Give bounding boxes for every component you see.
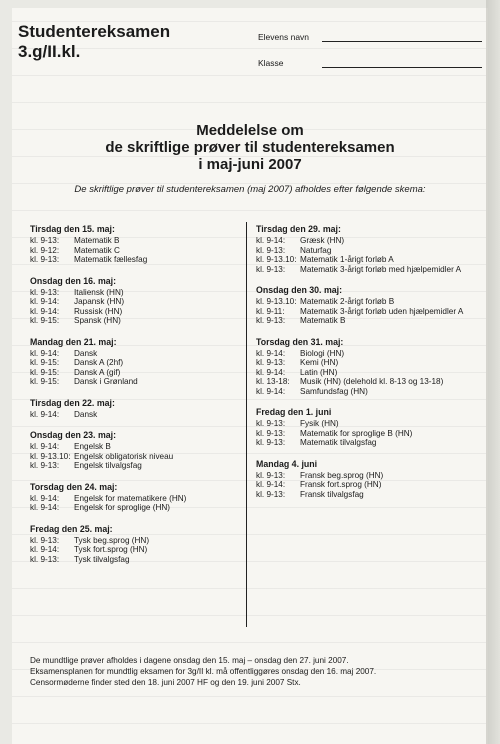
exam-row [256,480,471,490]
exam-subject: Tysk beg.sprog (HN) [74,535,150,545]
exam-time: kl. 9-13.10: [256,297,297,306]
exam-day-title: Onsdag den 23. maj: [30,430,117,440]
exam-subject: Fransk fort.sprog (HN) [300,480,382,489]
exam-time: kl. 9-14: [256,236,286,245]
exam-subject: Matematik B [74,236,120,245]
exam-time: kl. 13-18: [256,377,290,386]
exam-subject: Fransk beg.sprog (HN) [300,470,384,480]
exam-time: kl. 9-13: [256,245,286,255]
exam-row [256,255,471,265]
exam-day [30,276,245,326]
exam-row [30,536,245,546]
exam-time: kl. 9-14: [30,306,60,316]
exam-row [256,349,471,359]
exam-day [256,407,471,448]
exam-subject: Samfundsfag (HN) [300,386,368,396]
exam-subject: Naturfag [300,245,332,255]
class-field[interactable] [322,67,482,68]
exam-row [30,377,245,387]
exam-subject: Russisk (HN) [74,306,123,316]
exam-subject: Engelsk B [74,442,111,451]
exam-time: kl. 9-15: [30,358,60,367]
exam-row [30,368,245,378]
exam-time: kl. 9-12: [30,245,60,255]
exam-subject: Dansk A (2hf) [74,358,124,367]
exam-subject: Japansk (HN) [74,297,125,306]
exam-subject: Engelsk for matematikere (HN) [74,493,187,503]
exam-time: kl. 9-13: [30,287,60,297]
exam-row [30,555,245,565]
exam-row [30,358,245,368]
heading-line-1: Meddelelse om [196,122,304,139]
exam-subject: Græsk (HN) [300,236,345,245]
exam-subject: Matematik 1-årigt forløb A [300,255,394,264]
exam-row [256,316,471,326]
exam-subject: Matematik C [74,245,120,255]
exam-row [30,461,245,471]
exam-subject: Engelsk tilvalgsfag [74,461,142,470]
exam-subject: Tysk fort.sprog (HN) [74,545,148,554]
exam-subject: Fransk tilvalgsfag [300,489,364,499]
exam-row [30,442,245,452]
exam-row [256,236,471,246]
exam-row [256,358,471,368]
exam-row [256,490,471,500]
exam-day-title: Fredag den 1. juni [256,407,332,417]
exam-day [30,398,245,420]
exam-time: kl. 9-14: [256,367,286,377]
exam-time: kl. 9-15: [30,377,60,386]
exam-time: kl. 9-13: [256,264,286,274]
exam-time: kl. 9-11: [256,306,285,316]
exam-subject: Spansk (HN) [74,316,121,325]
exam-day [30,337,245,387]
exam-time: kl. 9-13: [256,470,286,480]
exam-subject: Italiensk (HN) [74,287,124,297]
exam-time: kl. 9-14: [30,493,60,503]
exam-day [30,224,245,265]
exam-time: kl. 9-13: [256,358,286,367]
exam-day [256,285,471,326]
exam-subject: Tysk tilvalgsfag [74,554,130,564]
column-divider [246,222,247,627]
exam-time: kl. 9-13.10: [256,255,297,264]
exam-row [256,265,471,275]
exam-subject: Matematik 3-årigt forløb med hjælpemidler A [300,264,462,274]
exam-row [30,349,245,359]
exam-row [256,377,471,387]
exam-subject: Musik (HN) (delehold kl. 8-13 og 13-18) [300,377,444,386]
exam-row [30,452,245,462]
exam-subject: Biologi (HN) [300,348,345,358]
exam-row [256,246,471,256]
exam-row [30,288,245,298]
exam-row [256,438,471,448]
exam-day-title: Mandag den 21. maj: [30,336,117,347]
exam-time: kl. 9-15: [30,367,60,377]
exam-subject: Dansk [74,348,98,358]
exam-time: kl. 9-13.10: [30,451,71,461]
exam-day-title: Torsdag den 31. maj: [256,336,344,347]
exam-subject: Dansk A (gif) [74,367,121,377]
exam-subject: Matematik fællesfag [74,255,148,264]
exam-subject: Latin (HN) [300,367,338,377]
exam-row [30,297,245,307]
exam-day [256,459,471,500]
exam-time: kl. 9-13: [30,461,60,470]
exam-row [30,545,245,555]
schedule-right-column [256,224,471,510]
header-title: Studentereksamen [18,22,171,41]
exam-time: kl. 9-13: [30,554,60,564]
exam-row [30,494,245,504]
exam-row [30,255,245,265]
exam-row [30,316,245,326]
student-name-label: Elevens navn [258,32,310,42]
exam-day-title: Mandag 4. juni [256,458,318,469]
exam-subject: Matematik tilvalgsfag [300,438,377,447]
exam-time: kl. 9-15: [30,316,60,325]
exam-day [256,337,471,397]
underlying-page-edge [486,0,500,744]
exam-row [256,429,471,439]
exam-day-title: Fredag den 25. maj: [30,523,113,534]
footer-notes [30,655,470,688]
exam-subject: Dansk i Grønland [74,377,138,386]
exam-day-title: Tirsdag den 29. maj: [256,224,341,234]
exam-row [30,410,245,420]
exam-time: kl. 9-14: [256,348,286,358]
exam-subject: Matematik for sproglige B (HN) [300,428,413,438]
exam-row [30,503,245,513]
exam-row [30,236,245,246]
exam-row [30,246,245,256]
exam-subject: Fysik (HN) [300,419,339,428]
student-name-field[interactable] [322,41,482,42]
exam-day-title: Torsdag den 24. maj: [30,481,118,492]
exam-time: kl. 9-14: [30,409,60,419]
exam-time: kl. 9-13: [256,438,286,447]
exam-row [256,471,471,481]
exam-time: kl. 9-14: [30,442,60,451]
footer-line-2: Eksamensplanen for mundtlig eksamen for 3g/II kl. må offentliggøres onsdag den 16. maj 2007. [30,667,377,676]
exam-time: kl. 9-13: [256,316,286,325]
heading-line-3: i maj-juni 2007 [198,156,302,173]
exam-subject: Engelsk obligatorisk niveau [74,451,174,461]
exam-day-title: Tirsdag den 22. maj: [30,397,115,408]
exam-time: kl. 9-14: [30,348,60,358]
exam-row [256,419,471,429]
exam-subject: Matematik 2-årigt forløb B [300,297,395,306]
exam-subject: Kemi (HN) [300,358,339,367]
heading-line-2: de skriftlige prøver til studentereksamen [105,139,395,156]
exam-day [30,430,245,471]
exam-day-title: Tirsdag den 15. maj: [30,224,115,234]
exam-day-title: Onsdag den 30. maj: [256,285,343,295]
exam-time: kl. 9-14: [30,297,60,306]
exam-time: kl. 9-13: [256,489,286,499]
exam-day [30,482,245,513]
exam-row [256,297,471,307]
exam-subject: Matematik 3-årigt forløb uden hjælpemidler A [300,306,464,316]
exam-time: kl. 9-14: [30,503,60,512]
exam-row [256,387,471,397]
exam-time: kl. 9-13: [30,535,60,545]
exam-row [256,307,471,317]
exam-subject: Engelsk for sproglige (HN) [74,503,171,512]
exam-time: kl. 9-13: [256,419,286,428]
intro-text: De skriftlige prøver til studentereksamen (maj 2007) afholdes efter følgende skema: [74,184,426,195]
exam-time: kl. 9-13: [256,428,286,438]
footer-line-3: Censormøderne finder sted den 18. juni 2007 HF og den 19. juni 2007 Stx. [30,678,301,687]
exam-subject: Dansk [74,409,98,419]
exam-time: kl. 9-13: [30,236,60,245]
header-class: 3.g/II.kl. [18,42,81,61]
exam-row [30,307,245,317]
exam-day [256,224,471,274]
exam-day [30,524,245,565]
exam-time: kl. 9-14: [30,545,60,554]
exam-row [256,368,471,378]
class-label: Klasse [258,58,284,68]
exam-subject: Matematik B [300,316,346,325]
exam-day-title: Onsdag den 16. maj: [30,275,117,286]
exam-time: kl. 9-13: [30,255,60,264]
exam-time: kl. 9-14: [256,386,286,396]
schedule-left-column [30,224,245,575]
exam-time: kl. 9-14: [256,480,286,489]
footer-line-1: De mundtlige prøver afholdes i dagene onsdag den 15. maj – onsdag den 27. juni 2007. [30,656,349,665]
